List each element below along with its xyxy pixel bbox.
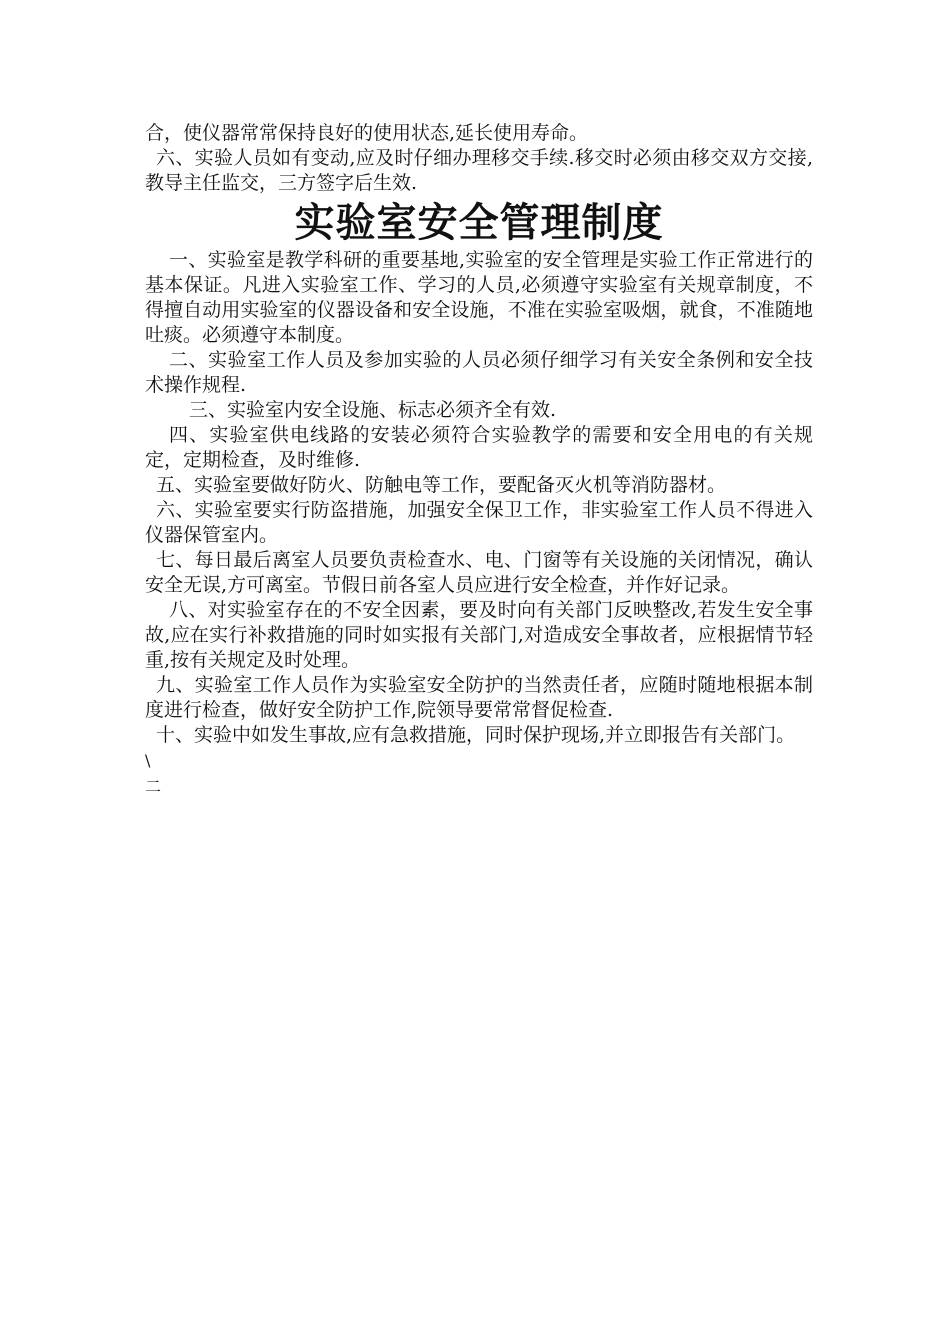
rule-item-8: 八、对实验室存在的不安全因素，要及时向有关部门反映整改,若发生安全事故,应在实行补救措施的同时如实报有关部门,对造成安全事故者，应根据情节轻重,按有关规定及时处理。 [145,599,813,671]
intro-paragraph-continuation: 合，使仪器常常保持良好的使用状态,延长使用寿命。 [145,122,589,144]
document-title: 实验室安全管理制度 [294,200,664,246]
rule-item-10: 十、实验中如发生事故,应有急救措施，同时保护现场,并立即报告有关部门。 [156,724,796,746]
rule-item-4: 四、实验室供电线路的安装必须符合实验教学的需要和安全用电的有关规定，定期检查，及时维修. [145,424,813,471]
document-page [145,121,813,800]
rule-item-6: 六、实验室要实行防盗措施，加强安全保卫工作，非实验室工作人员不得进入仪器保管室内。 [145,499,813,546]
rule-item-5: 五、实验室要做好防火、防触电等工作，要配备灭火机等消防器材。 [156,474,727,496]
intro-paragraph-item-six: 六、实验人员如有变动,应及时仔细办理移交手续.移交时必须由移交双方交接,教导主任监交，三方签字后生效. [145,147,813,194]
trailing-backslash-mark: \ [145,751,151,770]
rule-item-7: 七、每日最后离室人员要负责检查水、电、门窗等有关设施的关闭情况，确认安全无误,方可离室。节假日前各室人员应进行安全检查，并作好记录。 [145,549,813,596]
rule-item-3: 三、实验室内安全设施、标志必须齐全有效. [189,399,557,421]
rule-item-9: 九、实验室工作人员作为实验室安全防护的当然责任者，应随时随地根据本制度进行检查，做好安全防护工作,院领导要常常督促检查. [145,674,813,721]
rule-item-2: 二、实验室工作人员及参加实验的人员必须仔细学习有关安全条例和安全技术操作规程. [145,349,813,396]
rule-item-1: 一、实验室是教学科研的重要基地,实验室的安全管理是实验工作正常进行的基本保证。凡进入实验室工作、学习的人员,必须遵守实验室有关规章制度，不得擅自动用实验室的仪器设备和安全设施，不准在实验室吸烟，就食，不准随地吐痰。必须遵守本制度。 [145,249,813,346]
trailing-character-mark: 二 [145,777,162,796]
